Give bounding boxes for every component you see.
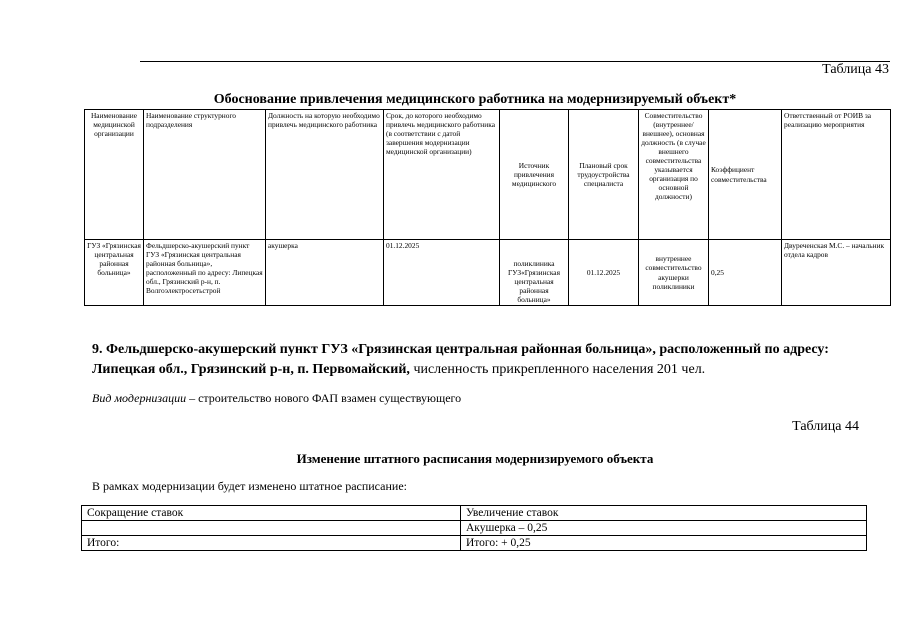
cell-source: поликлиника ГУЗ«Грязинская центральная районная больница»: [500, 240, 569, 306]
top-rule: [140, 61, 890, 62]
header-plan-date: Плановый срок трудоустройства специалиста: [569, 110, 639, 240]
table-44-intro: В рамках модернизации будет изменено штатное расписание:: [92, 479, 407, 493]
modernization-label: Вид модернизации: [92, 391, 187, 405]
table-43: [84, 109, 891, 306]
section-9-heading-normal: численность прикрепленного населения 201 чел.: [409, 362, 706, 377]
cell-deadline: 01.12.2025: [384, 240, 500, 306]
header-unit: Наименование структурного подразделения: [144, 110, 266, 240]
table-44-title: Изменение штатного расписания модернизируемого объекта: [296, 451, 654, 466]
increase-item: Акушерка – 0,25: [461, 521, 867, 536]
cell-coefficient: 0,25: [709, 240, 782, 306]
header-coefficient: Коэффициент совместительства: [709, 110, 782, 240]
header-org: Наименование медицинской организации: [85, 110, 144, 240]
modernization-value: – строительство нового ФАП взамен существующего: [186, 391, 462, 405]
table-44: [81, 505, 867, 551]
cell-unit: Фельдшерско-акушерский пункт ГУЗ «Грязинская центральная районная больница», расположенный по адресу: Липецкая обл., Грязинский р-н, п. Волгоэлектросетьстрой: [144, 240, 266, 306]
modernization-type: [92, 391, 461, 406]
total-reduce: Итого:: [82, 536, 461, 551]
table-44-total-row: [82, 536, 867, 551]
table-row: [85, 240, 891, 306]
cell-responsible: Двуреченская М.С. – начальник отдела кадров: [782, 240, 891, 306]
header-combination: Совместительство (внутреннее/внешнее), основная должность (в случае внешнего совместительства указывается организация по основной должности): [639, 110, 709, 240]
cell-position: акушерка: [266, 240, 384, 306]
section-9-heading: [92, 340, 852, 380]
col-reduce-header: Сокращение ставок: [82, 506, 461, 521]
col-increase-header: Увеличение ставок: [461, 506, 867, 521]
cell-plan-date: 01.12.2025: [569, 240, 639, 306]
header-source: Источник привлечения медицинского: [500, 110, 569, 240]
cell-combination: внутреннее совместительство акушерки поликлиники: [639, 240, 709, 306]
table-43-label: Таблица 43: [822, 62, 889, 77]
cell-org: ГУЗ «Грязинская центральная районная больница»: [85, 240, 144, 306]
table-43-title: Обоснование привлечения медицинского работника на модернизируемый объект*: [213, 92, 737, 107]
total-increase: Итого: + 0,25: [461, 536, 867, 551]
section-9-heading-bold: 9. Фельдшерско-акушерский пункт ГУЗ «Грязинская центральная районная больница», расположенный по адресу: Липецкая обл., Грязинский р-н, п. Первомайский,: [92, 342, 829, 377]
header-deadline: Срок, до которого необходимо привлечь медицинского работника (в соответствии с датой завершения модернизации медицинской организации): [384, 110, 500, 240]
table-44-header-row: [82, 506, 867, 521]
reduce-cell: [82, 521, 461, 536]
header-responsible: Ответственный от РОИВ за реализацию мероприятия: [782, 110, 891, 240]
table-row: [82, 521, 867, 536]
table-44-label: Таблица 44: [792, 419, 859, 434]
header-position: Должность на которую необходимо привлечь медицинского работника: [266, 110, 384, 240]
table-43-header-row: [85, 110, 891, 240]
